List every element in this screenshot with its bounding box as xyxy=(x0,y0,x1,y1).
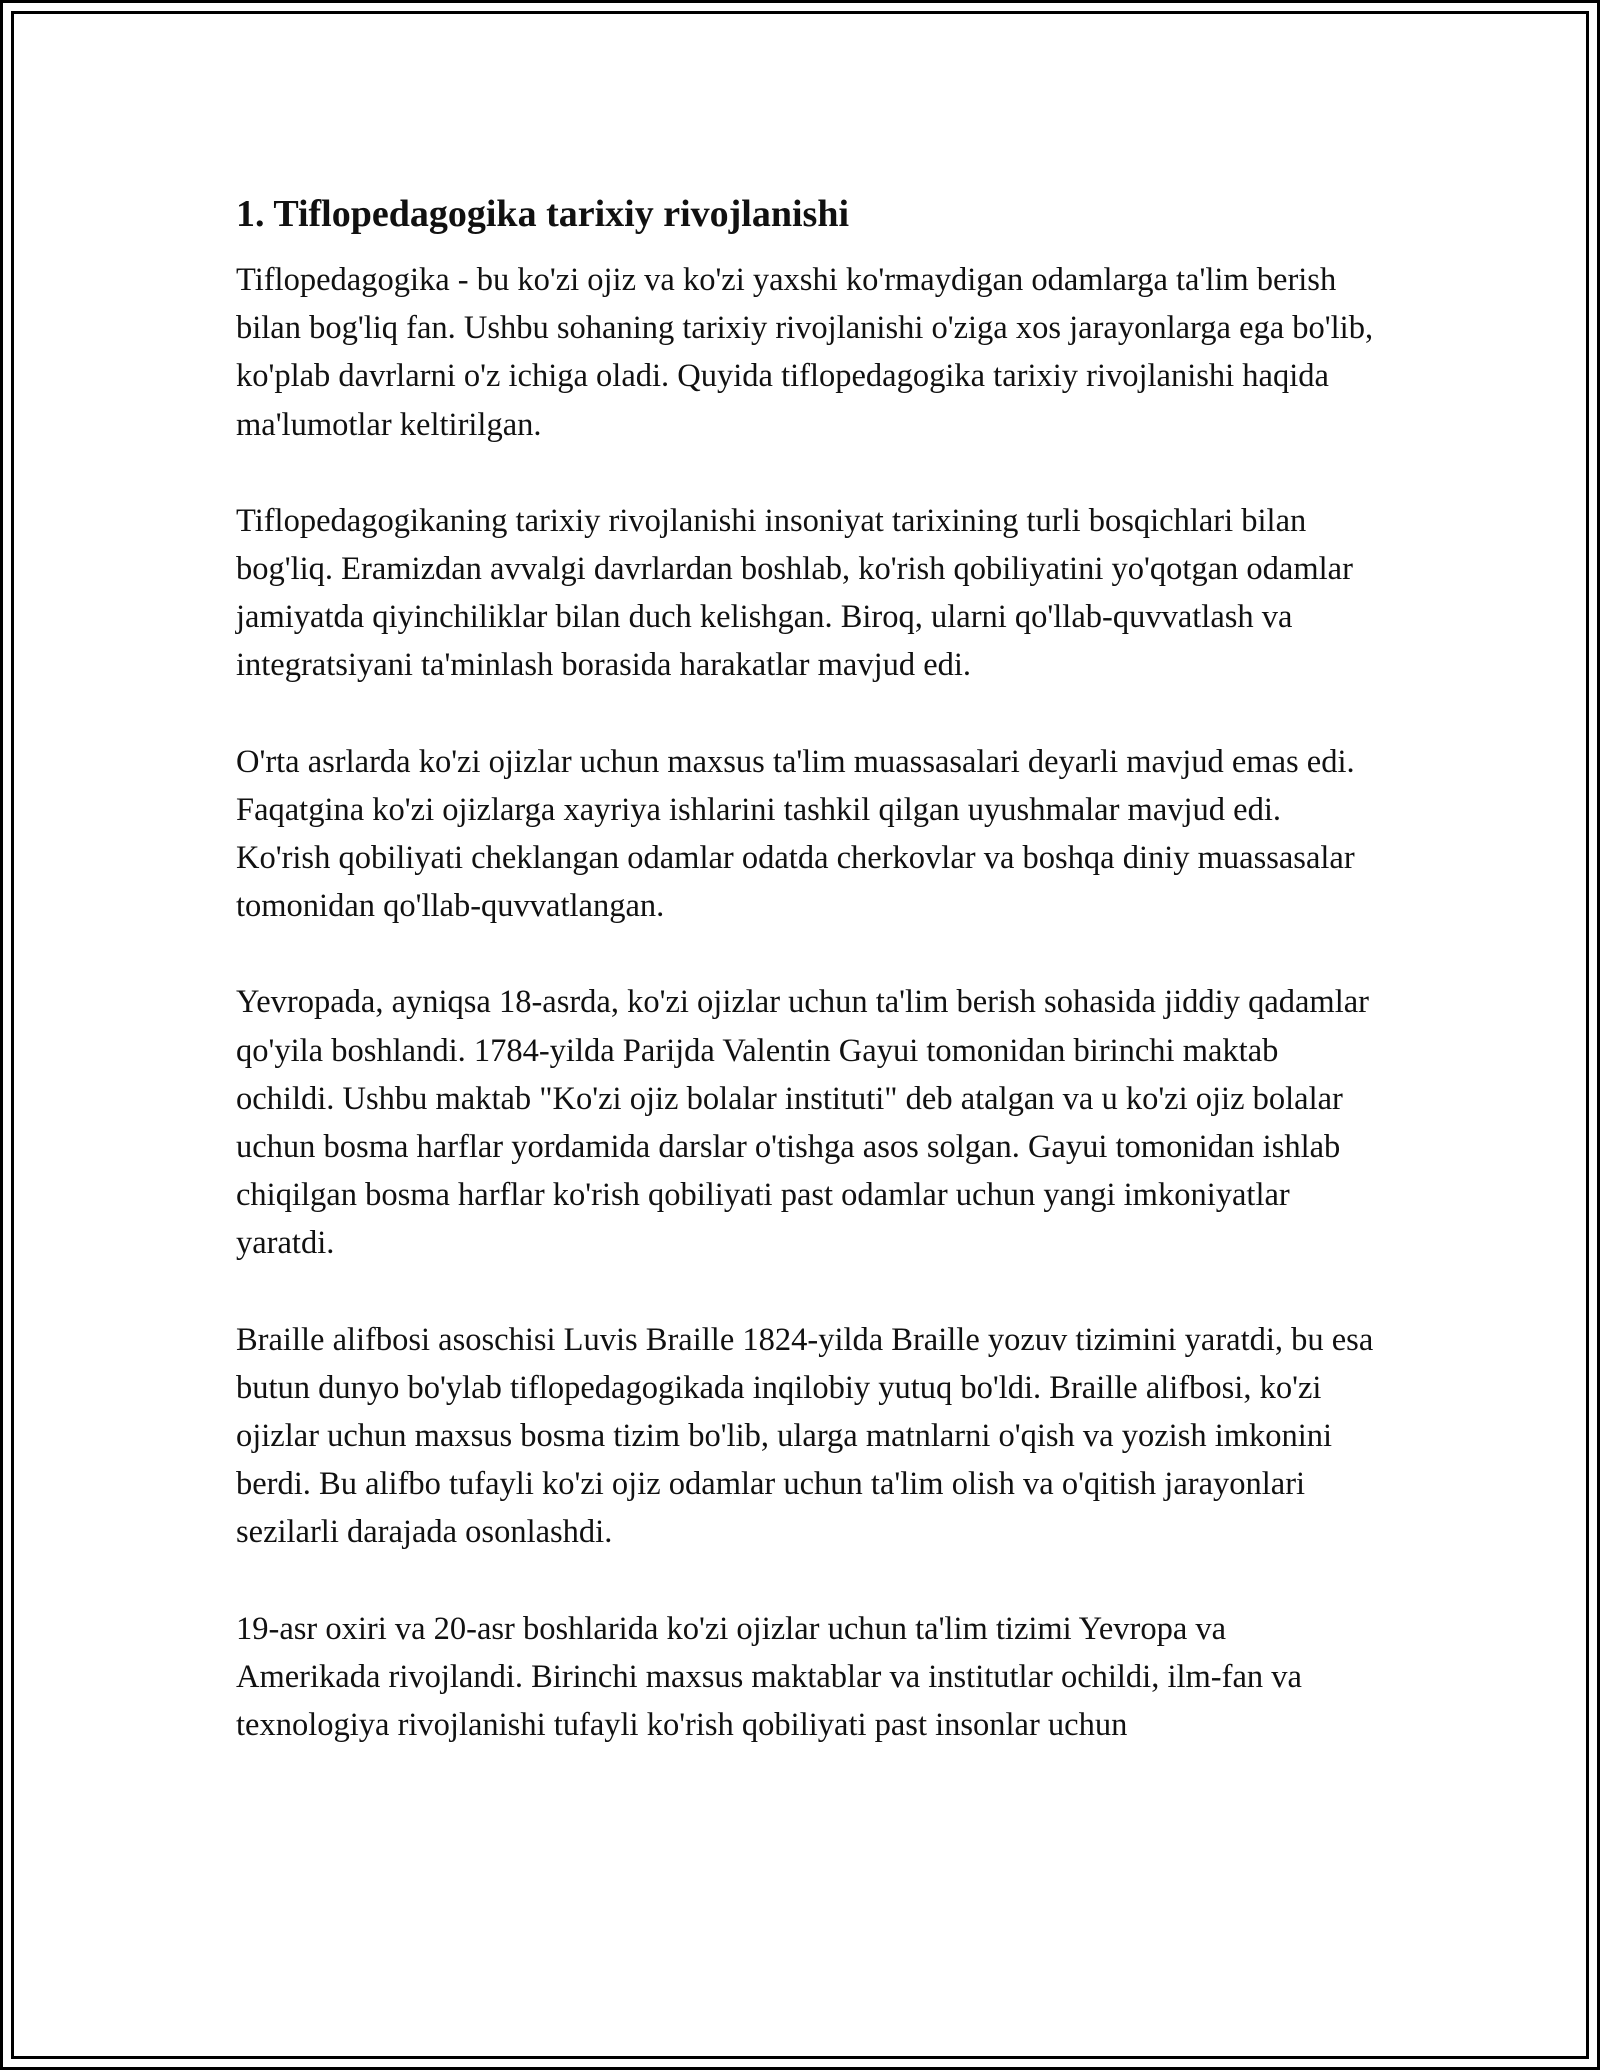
paragraph-3: O'rta asrlarda ko'zi ojizlar uchun maxsus ta'lim muassasalari deyarli mavjud emas edi. Faqatgina ko'zi ojizlarga xayriya ishlarini tashkil qilgan uyushmalar mavjud edi. Ko'rish qobiliyati cheklangan odamlar odatda cherkovlar va boshqa diniy muassasalar tomonidan qo'llab-quvvatlangan. xyxy=(236,743,1355,925)
paragraph-4: Yevropada, ayniqsa 18-asrda, ko'zi ojizlar uchun ta'lim berish sohasida jiddiy qadamlar qo'yila boshlandi. 1784-yilda Parijda Valentin Gayui tomonidan birinchi maktab ochildi. Ushbu maktab "Ko'zi ojiz bolalar instituti" deb atalgan va u ko'zi ojiz bolalar uchun bosma harflar yordamida darslar o'tishga asos solgan. Gayui tomonidan ishlab chiqilgan bosma harflar ko'rish qobiliyati past odamlar uchun yangi imkoniyatlar yaratdi. xyxy=(236,984,1369,1262)
document-body xyxy=(236,188,1376,1797)
paragraph-6: 19-asr oxiri va 20-asr boshlarida ko'zi ojizlar uchun ta'lim tizimi Yevropa va Amerikada rivojlandi. Birinchi maxsus maktablar va institutlar ochildi, ilm-fan va texnologiya rivojlanishi tufayli ko'rish qobiliyati past insonlar uchun xyxy=(236,1610,1302,1744)
paragraph-2: Tiflopedagogikaning tarixiy rivojlanishi insoniyat tarixining turli bosqichlari bilan bog'liq. Eramizdan avvalgi davrlardan boshlab, ko'rish qobiliyatini yo'qotgan odamlar jamiyatda qiyinchiliklar bilan duch kelishgan. Biroq, ularni qo'llab-quvvatlash va integratsiyani ta'minlash borasida harakatlar mavjud edi. xyxy=(236,502,1353,684)
section-heading: 1. Tiflopedagogika tarixiy rivojlanishi xyxy=(236,193,850,235)
paragraph-5: Braille alifbosi asoschisi Luvis Braille 1824-yilda Braille yozuv tizimini yaratdi, bu esa butun dunyo bo'ylab tiflopedagogikada inqilobiy yutuq bo'ldi. Braille alifbosi, ko'zi ojizlar uchun maxsus bosma tizim bo'lib, ularga matnlarni o'qish va yozish imkonini berdi. Bu alifbo tufayli ko'zi ojiz odamlar uchun ta'lim olish va o'qitish jarayonlari sezilarli darajada osonlashdi. xyxy=(236,1321,1374,1551)
paragraph-1: Tiflopedagogika - bu ko'zi ojiz va ko'zi yaxshi ko'rmaydigan odamlarga ta'lim berish bilan bog'liq fan. Ushbu sohaning tarixiy rivojlanishi o'ziga xos jarayonlarga ega bo'lib, ko'plab davrlarni o'z ichiga oladi. Quyida tiflopedagogika tarixiy rivojlanishi haqida ma'lumotlar keltirilgan. xyxy=(236,262,1374,443)
